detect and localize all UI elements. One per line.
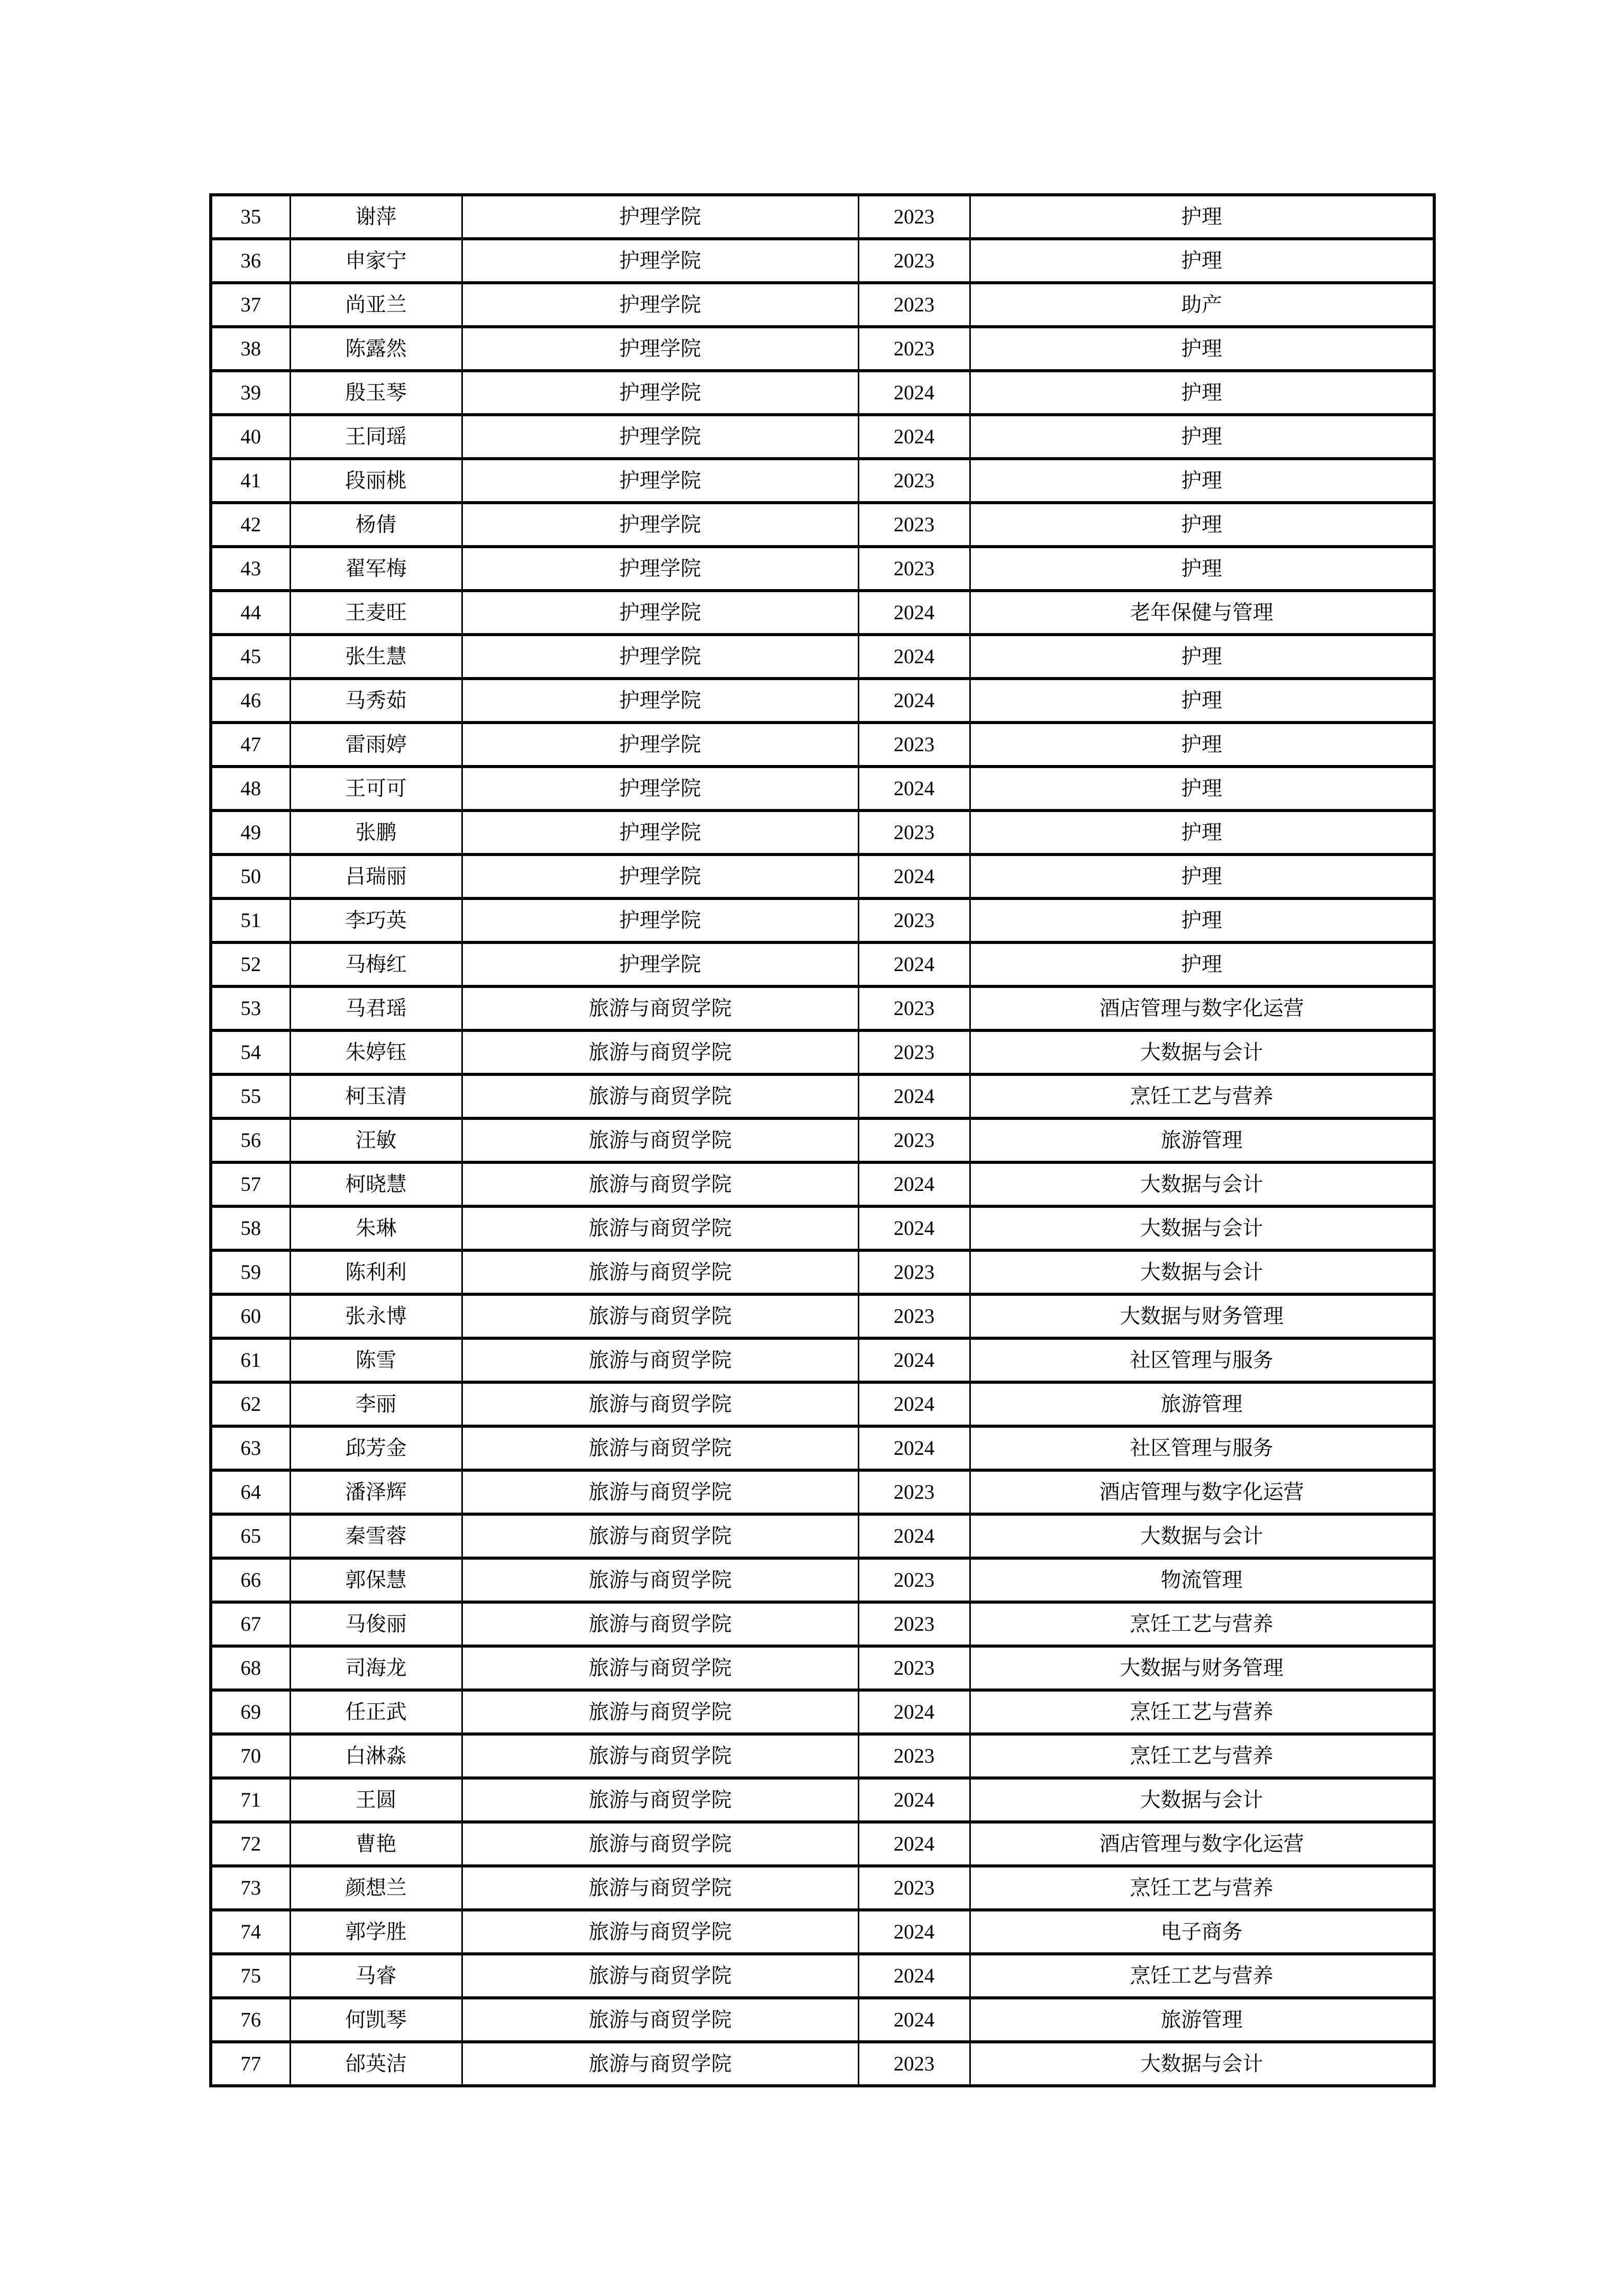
table-row bbox=[211, 1866, 1434, 1910]
cell-college: 护理学院 bbox=[462, 415, 858, 459]
cell-year: 2023 bbox=[858, 1734, 970, 1778]
cell-name: 颜想兰 bbox=[290, 1866, 462, 1910]
cell-no: 57 bbox=[211, 1162, 290, 1206]
cell-no: 48 bbox=[211, 767, 290, 811]
cell-major: 护理 bbox=[970, 415, 1434, 459]
cell-year: 2023 bbox=[858, 1558, 970, 1602]
cell-name: 谢萍 bbox=[290, 195, 462, 239]
cell-name: 张生慧 bbox=[290, 635, 462, 679]
cell-major: 助产 bbox=[970, 283, 1434, 327]
cell-college: 护理学院 bbox=[462, 942, 858, 986]
cell-no: 49 bbox=[211, 811, 290, 854]
cell-college: 旅游与商贸学院 bbox=[462, 1690, 858, 1734]
cell-major: 大数据与会计 bbox=[970, 1250, 1434, 1294]
cell-no: 68 bbox=[211, 1646, 290, 1690]
cell-no: 43 bbox=[211, 547, 290, 591]
cell-name: 王同瑶 bbox=[290, 415, 462, 459]
cell-year: 2023 bbox=[858, 239, 970, 283]
cell-college: 护理学院 bbox=[462, 459, 858, 503]
table-row bbox=[211, 942, 1434, 986]
cell-major: 烹饪工艺与营养 bbox=[970, 1954, 1434, 1998]
table-row bbox=[211, 1206, 1434, 1250]
cell-no: 36 bbox=[211, 239, 290, 283]
cell-college: 旅游与商贸学院 bbox=[462, 1822, 858, 1866]
cell-year: 2023 bbox=[858, 503, 970, 547]
cell-no: 50 bbox=[211, 854, 290, 898]
cell-name: 汪敏 bbox=[290, 1118, 462, 1162]
cell-no: 74 bbox=[211, 1910, 290, 1954]
cell-major: 旅游管理 bbox=[970, 1998, 1434, 2042]
table-row bbox=[211, 1514, 1434, 1558]
table-row bbox=[211, 1250, 1434, 1294]
cell-major: 护理 bbox=[970, 723, 1434, 767]
cell-major: 烹饪工艺与营养 bbox=[970, 1074, 1434, 1118]
cell-major: 护理 bbox=[970, 854, 1434, 898]
cell-year: 2024 bbox=[858, 1338, 970, 1382]
cell-major: 大数据与财务管理 bbox=[970, 1294, 1434, 1338]
cell-major: 烹饪工艺与营养 bbox=[970, 1690, 1434, 1734]
student-roster-table bbox=[209, 193, 1436, 2087]
cell-name: 段丽桃 bbox=[290, 459, 462, 503]
cell-name: 陈雪 bbox=[290, 1338, 462, 1382]
table-row bbox=[211, 635, 1434, 679]
cell-college: 旅游与商贸学院 bbox=[462, 1426, 858, 1470]
cell-year: 2024 bbox=[858, 635, 970, 679]
cell-major: 大数据与会计 bbox=[970, 1030, 1434, 1074]
cell-college: 护理学院 bbox=[462, 547, 858, 591]
cell-major: 大数据与会计 bbox=[970, 1514, 1434, 1558]
cell-major: 护理 bbox=[970, 811, 1434, 854]
cell-no: 44 bbox=[211, 591, 290, 635]
cell-college: 旅游与商贸学院 bbox=[462, 1514, 858, 1558]
table-row bbox=[211, 591, 1434, 635]
cell-name: 马俊丽 bbox=[290, 1602, 462, 1646]
cell-major: 护理 bbox=[970, 679, 1434, 723]
cell-name: 张鹏 bbox=[290, 811, 462, 854]
cell-year: 2024 bbox=[858, 1426, 970, 1470]
cell-major: 酒店管理与数字化运营 bbox=[970, 1822, 1434, 1866]
cell-no: 75 bbox=[211, 1954, 290, 1998]
cell-year: 2023 bbox=[858, 1470, 970, 1514]
cell-no: 63 bbox=[211, 1426, 290, 1470]
cell-name: 朱琳 bbox=[290, 1206, 462, 1250]
table-row bbox=[211, 503, 1434, 547]
cell-name: 李丽 bbox=[290, 1382, 462, 1426]
cell-no: 66 bbox=[211, 1558, 290, 1602]
cell-year: 2024 bbox=[858, 1074, 970, 1118]
cell-no: 41 bbox=[211, 459, 290, 503]
table-row bbox=[211, 723, 1434, 767]
cell-name: 马君瑶 bbox=[290, 986, 462, 1030]
table-row bbox=[211, 1074, 1434, 1118]
table-row bbox=[211, 1910, 1434, 1954]
cell-college: 护理学院 bbox=[462, 854, 858, 898]
table-row bbox=[211, 1470, 1434, 1514]
cell-major: 护理 bbox=[970, 898, 1434, 942]
cell-year: 2024 bbox=[858, 415, 970, 459]
table-row bbox=[211, 195, 1434, 239]
cell-year: 2023 bbox=[858, 1294, 970, 1338]
table-row bbox=[211, 371, 1434, 415]
cell-college: 护理学院 bbox=[462, 371, 858, 415]
cell-year: 2024 bbox=[858, 371, 970, 415]
cell-college: 护理学院 bbox=[462, 239, 858, 283]
cell-year: 2024 bbox=[858, 1382, 970, 1426]
cell-major: 老年保健与管理 bbox=[970, 591, 1434, 635]
cell-year: 2023 bbox=[858, 1030, 970, 1074]
cell-major: 护理 bbox=[970, 547, 1434, 591]
cell-year: 2023 bbox=[858, 1866, 970, 1910]
table-row bbox=[211, 1338, 1434, 1382]
cell-year: 2024 bbox=[858, 854, 970, 898]
cell-year: 2024 bbox=[858, 1778, 970, 1822]
cell-major: 大数据与会计 bbox=[970, 1206, 1434, 1250]
cell-year: 2024 bbox=[858, 1954, 970, 1998]
cell-year: 2023 bbox=[858, 283, 970, 327]
cell-no: 61 bbox=[211, 1338, 290, 1382]
cell-no: 46 bbox=[211, 679, 290, 723]
cell-no: 60 bbox=[211, 1294, 290, 1338]
cell-year: 2024 bbox=[858, 591, 970, 635]
cell-college: 旅游与商贸学院 bbox=[462, 1162, 858, 1206]
cell-year: 2024 bbox=[858, 1690, 970, 1734]
table-row bbox=[211, 986, 1434, 1030]
cell-name: 李巧英 bbox=[290, 898, 462, 942]
cell-college: 旅游与商贸学院 bbox=[462, 2042, 858, 2086]
cell-college: 旅游与商贸学院 bbox=[462, 1206, 858, 1250]
cell-major: 护理 bbox=[970, 327, 1434, 371]
cell-college: 旅游与商贸学院 bbox=[462, 1294, 858, 1338]
cell-no: 77 bbox=[211, 2042, 290, 2086]
table-row bbox=[211, 1998, 1434, 2042]
cell-year: 2024 bbox=[858, 1206, 970, 1250]
cell-name: 朱婷钰 bbox=[290, 1030, 462, 1074]
cell-college: 旅游与商贸学院 bbox=[462, 986, 858, 1030]
cell-name: 马梅红 bbox=[290, 942, 462, 986]
table-row bbox=[211, 1294, 1434, 1338]
table-row bbox=[211, 1426, 1434, 1470]
cell-name: 任正武 bbox=[290, 1690, 462, 1734]
cell-no: 39 bbox=[211, 371, 290, 415]
cell-name: 翟军梅 bbox=[290, 547, 462, 591]
cell-no: 47 bbox=[211, 723, 290, 767]
cell-college: 旅游与商贸学院 bbox=[462, 1910, 858, 1954]
table-row bbox=[211, 547, 1434, 591]
table-row bbox=[211, 811, 1434, 854]
cell-college: 旅游与商贸学院 bbox=[462, 1954, 858, 1998]
cell-college: 护理学院 bbox=[462, 898, 858, 942]
table-row bbox=[211, 854, 1434, 898]
cell-major: 护理 bbox=[970, 239, 1434, 283]
cell-college: 护理学院 bbox=[462, 503, 858, 547]
table-row bbox=[211, 1954, 1434, 1998]
cell-no: 56 bbox=[211, 1118, 290, 1162]
cell-year: 2024 bbox=[858, 1998, 970, 2042]
cell-no: 76 bbox=[211, 1998, 290, 2042]
cell-name: 何凯琴 bbox=[290, 1998, 462, 2042]
cell-name: 柯玉清 bbox=[290, 1074, 462, 1118]
cell-college: 旅游与商贸学院 bbox=[462, 1558, 858, 1602]
cell-major: 烹饪工艺与营养 bbox=[970, 1602, 1434, 1646]
cell-name: 吕瑞丽 bbox=[290, 854, 462, 898]
table-row bbox=[211, 415, 1434, 459]
cell-college: 旅游与商贸学院 bbox=[462, 1338, 858, 1382]
cell-year: 2024 bbox=[858, 679, 970, 723]
table-row bbox=[211, 898, 1434, 942]
cell-year: 2023 bbox=[858, 1250, 970, 1294]
table-row bbox=[211, 1646, 1434, 1690]
table-row bbox=[211, 459, 1434, 503]
cell-college: 旅游与商贸学院 bbox=[462, 1250, 858, 1294]
cell-name: 邰英洁 bbox=[290, 2042, 462, 2086]
cell-college: 护理学院 bbox=[462, 195, 858, 239]
table-row bbox=[211, 2042, 1434, 2086]
table-row bbox=[211, 1822, 1434, 1866]
cell-college: 旅游与商贸学院 bbox=[462, 1470, 858, 1514]
cell-major: 物流管理 bbox=[970, 1558, 1434, 1602]
cell-no: 38 bbox=[211, 327, 290, 371]
cell-name: 司海龙 bbox=[290, 1646, 462, 1690]
cell-major: 酒店管理与数字化运营 bbox=[970, 1470, 1434, 1514]
cell-no: 64 bbox=[211, 1470, 290, 1514]
cell-college: 旅游与商贸学院 bbox=[462, 1998, 858, 2042]
cell-major: 护理 bbox=[970, 635, 1434, 679]
cell-college: 旅游与商贸学院 bbox=[462, 1866, 858, 1910]
table-row bbox=[211, 767, 1434, 811]
cell-college: 旅游与商贸学院 bbox=[462, 1382, 858, 1426]
cell-year: 2023 bbox=[858, 1602, 970, 1646]
cell-name: 陈利利 bbox=[290, 1250, 462, 1294]
cell-name: 白淋淼 bbox=[290, 1734, 462, 1778]
cell-college: 旅游与商贸学院 bbox=[462, 1074, 858, 1118]
cell-year: 2024 bbox=[858, 1822, 970, 1866]
cell-name: 雷雨婷 bbox=[290, 723, 462, 767]
cell-no: 55 bbox=[211, 1074, 290, 1118]
cell-no: 51 bbox=[211, 898, 290, 942]
cell-year: 2023 bbox=[858, 459, 970, 503]
table-row bbox=[211, 283, 1434, 327]
cell-college: 护理学院 bbox=[462, 327, 858, 371]
cell-name: 杨倩 bbox=[290, 503, 462, 547]
cell-year: 2023 bbox=[858, 2042, 970, 2086]
cell-no: 42 bbox=[211, 503, 290, 547]
cell-year: 2023 bbox=[858, 1646, 970, 1690]
cell-year: 2024 bbox=[858, 1162, 970, 1206]
cell-major: 社区管理与服务 bbox=[970, 1426, 1434, 1470]
cell-major: 电子商务 bbox=[970, 1910, 1434, 1954]
cell-no: 52 bbox=[211, 942, 290, 986]
cell-name: 郭学胜 bbox=[290, 1910, 462, 1954]
cell-major: 护理 bbox=[970, 942, 1434, 986]
cell-name: 曹艳 bbox=[290, 1822, 462, 1866]
cell-no: 59 bbox=[211, 1250, 290, 1294]
cell-name: 张永博 bbox=[290, 1294, 462, 1338]
table-row bbox=[211, 1382, 1434, 1426]
cell-major: 大数据与会计 bbox=[970, 1162, 1434, 1206]
cell-major: 旅游管理 bbox=[970, 1118, 1434, 1162]
cell-major: 大数据与会计 bbox=[970, 2042, 1434, 2086]
cell-no: 53 bbox=[211, 986, 290, 1030]
cell-name: 秦雪蓉 bbox=[290, 1514, 462, 1558]
table-row bbox=[211, 1690, 1434, 1734]
cell-college: 护理学院 bbox=[462, 635, 858, 679]
cell-name: 郭保慧 bbox=[290, 1558, 462, 1602]
cell-year: 2024 bbox=[858, 942, 970, 986]
cell-no: 65 bbox=[211, 1514, 290, 1558]
cell-year: 2024 bbox=[858, 1514, 970, 1558]
cell-college: 旅游与商贸学院 bbox=[462, 1602, 858, 1646]
cell-name: 殷玉琴 bbox=[290, 371, 462, 415]
cell-no: 62 bbox=[211, 1382, 290, 1426]
cell-no: 35 bbox=[211, 195, 290, 239]
table-row bbox=[211, 239, 1434, 283]
cell-major: 大数据与会计 bbox=[970, 1778, 1434, 1822]
cell-major: 护理 bbox=[970, 459, 1434, 503]
cell-name: 王圆 bbox=[290, 1778, 462, 1822]
cell-major: 大数据与财务管理 bbox=[970, 1646, 1434, 1690]
cell-college: 旅游与商贸学院 bbox=[462, 1778, 858, 1822]
cell-major: 护理 bbox=[970, 503, 1434, 547]
table-row bbox=[211, 1030, 1434, 1074]
cell-no: 37 bbox=[211, 283, 290, 327]
cell-year: 2023 bbox=[858, 811, 970, 854]
table-row bbox=[211, 1602, 1434, 1646]
cell-college: 旅游与商贸学院 bbox=[462, 1646, 858, 1690]
student-roster-body bbox=[211, 195, 1434, 2086]
cell-no: 45 bbox=[211, 635, 290, 679]
cell-college: 护理学院 bbox=[462, 767, 858, 811]
cell-college: 护理学院 bbox=[462, 283, 858, 327]
cell-year: 2023 bbox=[858, 898, 970, 942]
cell-year: 2024 bbox=[858, 1910, 970, 1954]
cell-college: 护理学院 bbox=[462, 811, 858, 854]
cell-college: 护理学院 bbox=[462, 679, 858, 723]
cell-name: 马秀茹 bbox=[290, 679, 462, 723]
table-row bbox=[211, 1118, 1434, 1162]
table-row bbox=[211, 1778, 1434, 1822]
cell-year: 2023 bbox=[858, 986, 970, 1030]
cell-year: 2023 bbox=[858, 327, 970, 371]
cell-major: 护理 bbox=[970, 195, 1434, 239]
cell-name: 马睿 bbox=[290, 1954, 462, 1998]
cell-name: 王可可 bbox=[290, 767, 462, 811]
cell-no: 54 bbox=[211, 1030, 290, 1074]
cell-college: 护理学院 bbox=[462, 723, 858, 767]
cell-no: 67 bbox=[211, 1602, 290, 1646]
cell-year: 2023 bbox=[858, 723, 970, 767]
cell-name: 王麦旺 bbox=[290, 591, 462, 635]
table-row bbox=[211, 327, 1434, 371]
cell-major: 烹饪工艺与营养 bbox=[970, 1866, 1434, 1910]
cell-year: 2023 bbox=[858, 1118, 970, 1162]
cell-major: 社区管理与服务 bbox=[970, 1338, 1434, 1382]
cell-no: 58 bbox=[211, 1206, 290, 1250]
cell-year: 2023 bbox=[858, 195, 970, 239]
table-row bbox=[211, 1162, 1434, 1206]
cell-no: 69 bbox=[211, 1690, 290, 1734]
cell-major: 酒店管理与数字化运营 bbox=[970, 986, 1434, 1030]
cell-name: 柯晓慧 bbox=[290, 1162, 462, 1206]
cell-name: 邱芳金 bbox=[290, 1426, 462, 1470]
table-row bbox=[211, 1558, 1434, 1602]
cell-name: 申家宁 bbox=[290, 239, 462, 283]
cell-college: 护理学院 bbox=[462, 591, 858, 635]
table-row bbox=[211, 679, 1434, 723]
cell-college: 旅游与商贸学院 bbox=[462, 1030, 858, 1074]
cell-no: 70 bbox=[211, 1734, 290, 1778]
cell-name: 潘泽辉 bbox=[290, 1470, 462, 1514]
cell-no: 72 bbox=[211, 1822, 290, 1866]
cell-major: 护理 bbox=[970, 767, 1434, 811]
cell-major: 旅游管理 bbox=[970, 1382, 1434, 1426]
cell-no: 73 bbox=[211, 1866, 290, 1910]
cell-year: 2023 bbox=[858, 547, 970, 591]
cell-college: 旅游与商贸学院 bbox=[462, 1734, 858, 1778]
cell-no: 71 bbox=[211, 1778, 290, 1822]
cell-major: 烹饪工艺与营养 bbox=[970, 1734, 1434, 1778]
cell-name: 陈露然 bbox=[290, 327, 462, 371]
cell-year: 2024 bbox=[858, 767, 970, 811]
cell-no: 40 bbox=[211, 415, 290, 459]
table-row bbox=[211, 1734, 1434, 1778]
cell-college: 旅游与商贸学院 bbox=[462, 1118, 858, 1162]
cell-name: 尚亚兰 bbox=[290, 283, 462, 327]
cell-major: 护理 bbox=[970, 371, 1434, 415]
